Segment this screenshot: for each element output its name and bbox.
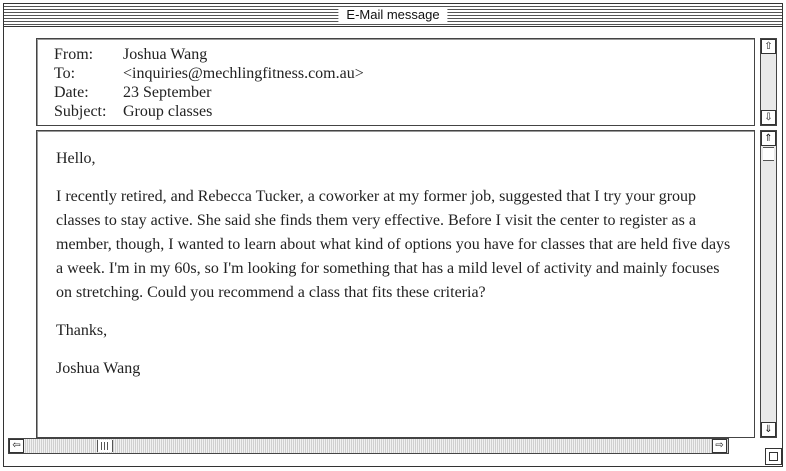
header-scroll-down-icon[interactable]: ⇩ bbox=[761, 110, 776, 125]
message-body bbox=[56, 147, 736, 395]
greeting: Hello, bbox=[56, 150, 96, 167]
body-scroll-down-icon[interactable]: ⇓ bbox=[761, 422, 776, 437]
date-label: Date: bbox=[54, 84, 89, 101]
horizontal-scroll-thumb[interactable] bbox=[97, 440, 113, 452]
to-value: <inquiries@mechlingfitness.com.au> bbox=[123, 65, 364, 82]
resize-grip-icon[interactable] bbox=[765, 448, 782, 465]
from-label: From: bbox=[54, 46, 94, 63]
body-scrollbar[interactable] bbox=[760, 130, 777, 438]
message-body-pane bbox=[36, 130, 755, 438]
from-value: Joshua Wang bbox=[123, 46, 208, 63]
signature: Joshua Wang bbox=[56, 360, 141, 377]
message-paragraph: I recently retired, and Rebecca Tucker, a coworker at my former job, suggested that I try your group classes to stay active. She said she finds them very effective. Before I visit the center to register as a member, though, I wanted to learn about what kind of options you have for classes that are held five days a week. I'm in my 60s, so I'm looking for something that has a mild level of activity and mainly focuses on stretching. Could you recommend a class that fits these criteria? bbox=[56, 188, 731, 301]
to-label: To: bbox=[54, 65, 76, 82]
header-scrollbar[interactable] bbox=[760, 38, 777, 126]
header-scroll-up-icon[interactable]: ⇧ bbox=[761, 39, 776, 54]
horizontal-scrollbar[interactable] bbox=[8, 438, 729, 454]
email-header-pane bbox=[36, 38, 755, 126]
scroll-right-icon[interactable]: ⇨ bbox=[712, 439, 727, 453]
scroll-left-icon[interactable]: ⇦ bbox=[9, 439, 24, 453]
closing: Thanks, bbox=[56, 322, 108, 339]
title-bar[interactable] bbox=[4, 4, 782, 27]
body-scroll-thumb[interactable] bbox=[763, 147, 774, 161]
window-title: E-Mail message bbox=[338, 7, 447, 22]
subject-label: Subject: bbox=[54, 103, 107, 120]
subject-value: Group classes bbox=[123, 103, 213, 120]
body-scroll-up-icon[interactable]: ⇑ bbox=[761, 131, 776, 146]
email-window bbox=[3, 3, 783, 467]
date-value: 23 September bbox=[123, 84, 212, 101]
